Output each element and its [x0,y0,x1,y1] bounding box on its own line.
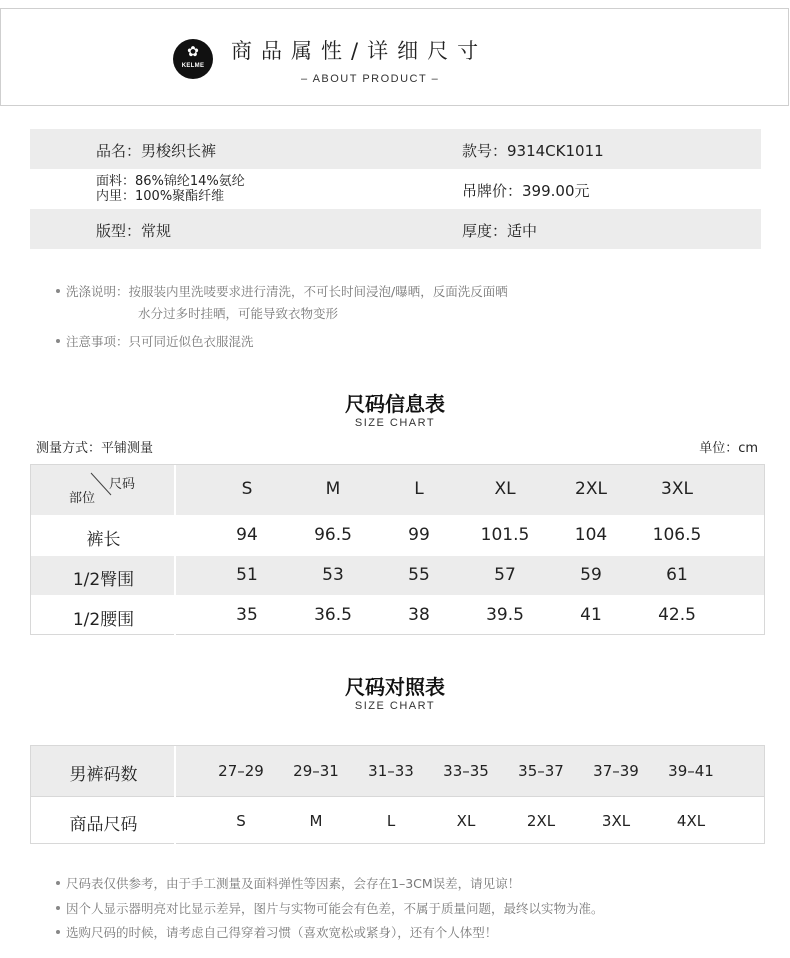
size-value-cell: 55 [408,565,430,585]
size-compare-title: 尺码对照表 [345,675,445,699]
size-compare-table [30,745,765,844]
attribute-row [30,209,761,249]
size-data-row [31,595,764,635]
size-value-cell: 101.5 [480,525,530,545]
disclaimer-text: 因个人显示器明亮对比显示差异，图片与实物可能会有色差，不属于质量问题，最终以实物为准。 [66,901,604,916]
compare-value-cell: 2XL [526,812,556,830]
caution-text: 注意事项：只可同近似色衣服混洗 [66,334,254,349]
size-value-cell: 35 [236,605,258,625]
compare-value-cell: M [309,812,323,830]
row-label: 1/2臀围 [72,570,135,590]
compare-value-cell: XL [456,812,476,830]
row-label: 裤长 [86,530,121,550]
size-value-cell: 61 [666,565,688,585]
size-column-header: M [325,479,341,499]
bullet-icon [56,881,60,885]
size-value-cell: 53 [322,565,344,585]
measure-method: 测量方式：平铺测量 [36,441,154,456]
header-title: 商品属性/详细尺寸 [231,39,488,63]
size-value-cell: 38 [408,605,430,625]
disclaimer-text: 选购尺码的时候，请考虑自己得穿着习惯（喜欢宽松或紧身），还有个人体型！ [66,925,498,940]
size-value-cell: 106.5 [652,525,702,545]
compare-value-cell: 29–31 [293,762,339,780]
thickness: 厚度：适中 [462,222,538,240]
fabric-text: 面料：86%锦纶14%氨纶 [96,174,245,189]
size-info-table [30,464,765,635]
paw-icon: ✿ [187,44,199,60]
bullet-icon [56,930,60,934]
size-value-cell: 42.5 [658,605,696,625]
size-value-cell: 94 [236,525,258,545]
bullet-icon [56,339,60,343]
size-info-title: 尺码信息表 [345,392,445,416]
compare-value-cell: 27–29 [218,762,264,780]
compare-row-label: 商品尺码 [69,815,138,835]
size-compare-subtitle: SIZE CHART [354,700,436,712]
caution-note [56,332,254,350]
attribute-table [30,129,761,249]
corner-part-label: 部位 [69,491,96,506]
wash-note-line2: 水分过多时挂晒，可能导致衣物变形 [138,306,339,321]
compare-value-cell: 37–39 [593,762,639,780]
column-divider [174,746,176,845]
compare-row-pants [31,746,764,796]
compare-value-cell: S [236,812,246,830]
bullet-icon [56,289,60,293]
compare-row-label: 男裤码数 [69,765,138,785]
size-value-cell: 59 [580,565,602,585]
row-label: 1/2腰围 [72,610,135,630]
fit-type: 版型：常规 [96,222,172,240]
size-column-header: 2XL [575,479,607,499]
size-column-header: XL [494,479,516,499]
compare-value-cell: 39–41 [668,762,714,780]
corner-size-label: 尺码 [109,477,136,492]
size-column-header: S [241,479,253,499]
compare-value-cell: 31–33 [368,762,414,780]
attribute-row [30,169,761,209]
product-name: 品名：男梭织长裤 [96,142,217,160]
compare-row-product [31,796,764,844]
diagonal-line [31,465,176,513]
bullet-icon [56,906,60,910]
size-value-cell: 104 [574,525,608,545]
size-value-cell: 96.5 [314,525,352,545]
size-value-cell: 99 [408,525,430,545]
size-header-row [31,465,764,515]
fabric-lining [96,174,245,204]
logo-brand-text: KELME [181,63,205,69]
size-value-cell: 36.5 [314,605,352,625]
attribute-row [30,129,761,169]
lining-text: 内里：100%聚酯纤维 [96,189,225,204]
disclaimer-note [56,899,604,917]
compare-value-cell: 4XL [676,812,706,830]
header-banner [0,8,789,106]
size-data-row [31,515,764,555]
size-value-cell: 57 [494,565,516,585]
size-column-header: L [414,479,424,499]
kelme-logo [173,39,213,79]
compare-value-cell: L [386,812,396,830]
size-info-subtitle: SIZE CHART [354,417,436,429]
size-data-row [31,555,764,595]
size-value-cell: 41 [580,605,602,625]
disclaimer-text: 尺码表仅供参考，由于手工测量及面料弹性等因素，会存在1–3CM误差，请见谅！ [66,876,521,891]
header-subtitle: – ABOUT PRODUCT – [301,73,440,85]
unit-label: 单位：cm [699,441,758,456]
size-column-header: 3XL [661,479,693,499]
disclaimer-note [56,874,520,892]
compare-value-cell: 35–37 [518,762,564,780]
size-value-cell: 51 [236,565,258,585]
compare-value-cell: 33–35 [443,762,489,780]
wash-note-line1: 洗涤说明：按服装内里洗唛要求进行清洗，不可长时间浸泡/曝晒，反面洗反面晒 [66,284,508,299]
wash-note [56,282,508,300]
compare-value-cell: 3XL [601,812,631,830]
style-number: 款号：9314CK1011 [462,142,604,160]
size-value-cell: 39.5 [486,605,524,625]
corner-cell [31,465,176,513]
tag-price: 吊牌价：399.00元 [462,182,590,200]
disclaimer-note [56,923,497,941]
column-divider [174,465,176,636]
